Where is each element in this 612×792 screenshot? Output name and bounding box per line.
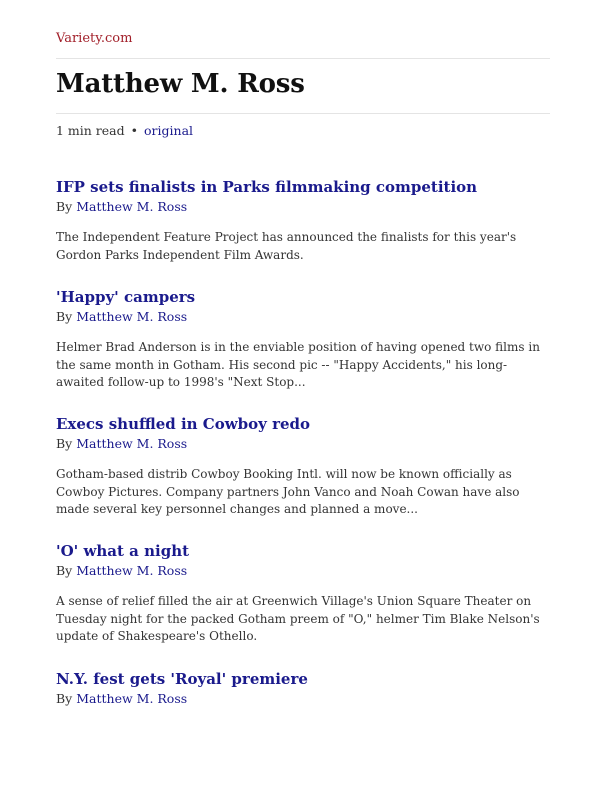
divider [56, 58, 550, 59]
article-summary: Helmer Brad Anderson is in the enviable position of having opened two films in the same month in Gotham. His second pic -- "Happy Accidents," his long-awaited follow-up to 1998's "Next Stop... [56, 340, 540, 389]
page-title: Matthew M. Ross [56, 69, 305, 99]
byline-prefix: By [56, 199, 73, 214]
article-headline-link[interactable]: 'Happy' campers [56, 288, 196, 306]
original-link[interactable]: original [144, 123, 194, 138]
author-link[interactable]: Matthew M. Ross [76, 691, 188, 706]
article-headline-link[interactable]: N.Y. fest gets 'Royal' premiere [56, 670, 308, 688]
byline [56, 436, 550, 452]
read-time: 1 min read [56, 123, 125, 138]
list-item [56, 287, 550, 392]
byline [56, 691, 550, 707]
article-headline-link[interactable]: 'O' what a night [56, 542, 190, 560]
byline [56, 199, 550, 215]
author-link[interactable]: Matthew M. Ross [76, 309, 188, 324]
separator-dot: • [130, 123, 139, 138]
list-item [56, 414, 550, 519]
byline-prefix: By [56, 691, 73, 706]
list-item [56, 669, 550, 707]
site-link[interactable]: Variety.com [56, 31, 133, 46]
article-summary: The Independent Feature Project has announced the finalists for this year's Gordon Parks Independent Film Awards. [56, 230, 517, 262]
byline [56, 309, 550, 325]
divider [56, 113, 550, 114]
article-summary: Gotham-based distrib Cowboy Booking Intl. will now be known officially as Cowboy Pictures. Company partners John Vanco and Noah Cowan have also made several key personnel changes and planned a move... [56, 467, 520, 516]
byline-prefix: By [56, 436, 73, 451]
byline [56, 563, 550, 579]
author-link[interactable]: Matthew M. Ross [76, 563, 188, 578]
author-link[interactable]: Matthew M. Ross [76, 436, 188, 451]
article-summary: A sense of relief filled the air at Greenwich Village's Union Square Theater on Tuesday night for the packed Gotham preem of "O," helmer Tim Blake Nelson's update of Shakespeare's Othello. [56, 594, 540, 643]
author-link[interactable]: Matthew M. Ross [76, 199, 188, 214]
list-item [56, 177, 550, 264]
article-headline-link[interactable]: IFP sets finalists in Parks filmmaking competition [56, 178, 478, 196]
byline-prefix: By [56, 563, 73, 578]
article-headline-link[interactable]: Execs shuffled in Cowboy redo [56, 415, 311, 433]
byline-prefix: By [56, 309, 73, 324]
article-meta [56, 123, 193, 138]
list-item [56, 541, 550, 646]
